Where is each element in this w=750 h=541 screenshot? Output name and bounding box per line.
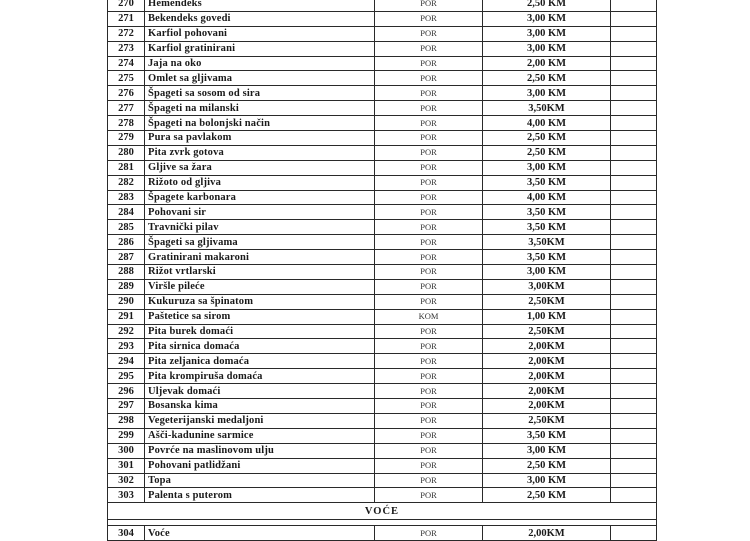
item-number-cell: 275 (108, 71, 145, 86)
item-name-cell: Pita sirnica domaća (145, 339, 375, 354)
item-name-cell: Gratinirani makaroni (145, 250, 375, 265)
unit-cell: POR (375, 413, 483, 428)
table-row (108, 56, 657, 71)
table-row (108, 369, 657, 384)
price-cell: 3,00 KM (483, 265, 611, 280)
empty-cell (611, 71, 657, 86)
item-name-cell: Rižot vrtlarski (145, 265, 375, 280)
table-row (108, 26, 657, 41)
price-list-sheet (107, 0, 656, 541)
item-name-cell: Pita krompiruša domaća (145, 369, 375, 384)
table-row (108, 250, 657, 265)
table-row (108, 339, 657, 354)
item-name-cell: Karfiol gratinirani (145, 41, 375, 56)
item-name-cell: Uljevak domaći (145, 384, 375, 399)
table-row (108, 220, 657, 235)
empty-cell (611, 190, 657, 205)
table-row (108, 265, 657, 280)
price-table (107, 0, 657, 541)
item-number-cell: 297 (108, 399, 145, 414)
item-name-cell: Gljive sa žara (145, 160, 375, 175)
price-cell: 3,50 KM (483, 175, 611, 190)
item-number-cell: 299 (108, 428, 145, 443)
item-name-cell: Špageti na milanski (145, 101, 375, 116)
table-row (108, 205, 657, 220)
item-number-cell: 284 (108, 205, 145, 220)
price-cell: 3,50 KM (483, 205, 611, 220)
item-number-cell: 279 (108, 131, 145, 146)
price-cell: 2,00KM (483, 339, 611, 354)
item-name-cell: Špageti sa sosom od sira (145, 86, 375, 101)
empty-cell (611, 235, 657, 250)
item-number-cell: 287 (108, 250, 145, 265)
empty-cell (611, 101, 657, 116)
item-number-cell: 285 (108, 220, 145, 235)
item-name-cell: Bosanska kima (145, 399, 375, 414)
item-number-cell: 293 (108, 339, 145, 354)
item-number-cell: 272 (108, 26, 145, 41)
item-number-cell: 276 (108, 86, 145, 101)
price-cell: 3,00 KM (483, 160, 611, 175)
price-cell: 2,00KM (483, 384, 611, 399)
item-number-cell: 277 (108, 101, 145, 116)
price-cell: 3,50 KM (483, 250, 611, 265)
unit-cell: POR (375, 324, 483, 339)
empty-cell (611, 145, 657, 160)
price-cell: 3,50 KM (483, 428, 611, 443)
unit-cell: POR (375, 526, 483, 541)
price-cell: 2,00KM (483, 369, 611, 384)
item-name-cell: Vegeterijanski medaljoni (145, 413, 375, 428)
empty-cell (611, 309, 657, 324)
unit-cell: POR (375, 175, 483, 190)
unit-cell: POR (375, 131, 483, 146)
unit-cell: POR (375, 458, 483, 473)
unit-cell: POR (375, 384, 483, 399)
item-name-cell: Špageti na bolonjski način (145, 116, 375, 131)
table-row (108, 101, 657, 116)
table-row (108, 354, 657, 369)
price-cell: 2,50KM (483, 413, 611, 428)
item-number-cell: 298 (108, 413, 145, 428)
unit-cell: POR (375, 399, 483, 414)
empty-cell (611, 56, 657, 71)
empty-cell (611, 11, 657, 26)
unit-cell: POR (375, 26, 483, 41)
empty-cell (611, 443, 657, 458)
price-cell: 2,00 KM (483, 56, 611, 71)
price-cell: 2,00KM (483, 399, 611, 414)
price-cell: 3,00 KM (483, 11, 611, 26)
unit-cell: POR (375, 190, 483, 205)
item-number-cell: 301 (108, 458, 145, 473)
unit-cell: POR (375, 250, 483, 265)
table-row (108, 294, 657, 309)
table-row (108, 190, 657, 205)
item-number-cell: 302 (108, 473, 145, 488)
item-number-cell: 286 (108, 235, 145, 250)
item-name-cell: Palenta s puterom (145, 488, 375, 503)
price-cell: 2,50 KM (483, 0, 611, 11)
unit-cell: POR (375, 443, 483, 458)
item-number-cell: 290 (108, 294, 145, 309)
item-number-cell: 300 (108, 443, 145, 458)
empty-cell (611, 384, 657, 399)
empty-cell (611, 354, 657, 369)
table-row (108, 526, 657, 541)
price-cell: 3,00 KM (483, 473, 611, 488)
unit-cell: POR (375, 339, 483, 354)
table-row (108, 11, 657, 26)
table-row (108, 175, 657, 190)
table-row (108, 145, 657, 160)
price-cell: 2,00KM (483, 526, 611, 541)
price-cell: 1,00 KM (483, 309, 611, 324)
unit-cell: POR (375, 71, 483, 86)
item-name-cell: Topa (145, 473, 375, 488)
unit-cell: POR (375, 145, 483, 160)
price-cell: 2,50 KM (483, 488, 611, 503)
section-title: VOĆE (108, 503, 657, 520)
item-number-cell: 281 (108, 160, 145, 175)
item-name-cell: Travnički pilav (145, 220, 375, 235)
price-cell: 2,50 KM (483, 458, 611, 473)
item-number-cell: 295 (108, 369, 145, 384)
table-row (108, 0, 657, 11)
table-row (108, 86, 657, 101)
unit-cell: POR (375, 41, 483, 56)
item-number-cell: 283 (108, 190, 145, 205)
item-number-cell: 289 (108, 279, 145, 294)
table-row (108, 399, 657, 414)
price-cell: 3,50KM (483, 101, 611, 116)
table-row (108, 279, 657, 294)
price-cell: 2,00KM (483, 354, 611, 369)
item-name-cell: Rižoto od gljiva (145, 175, 375, 190)
empty-cell (611, 175, 657, 190)
item-name-cell: Voće (145, 526, 375, 541)
item-name-cell: Špagete karbonara (145, 190, 375, 205)
price-cell: 3,00 KM (483, 26, 611, 41)
table-row (108, 443, 657, 458)
item-name-cell: Viršle pileće (145, 279, 375, 294)
empty-cell (611, 41, 657, 56)
unit-cell: POR (375, 354, 483, 369)
item-number-cell: 294 (108, 354, 145, 369)
section-row (108, 503, 657, 520)
price-cell: 3,00KM (483, 279, 611, 294)
price-cell: 3,00 KM (483, 41, 611, 56)
item-name-cell: Kukuruza sa špinatom (145, 294, 375, 309)
price-cell: 3,00 KM (483, 443, 611, 458)
item-number-cell: 271 (108, 11, 145, 26)
empty-cell (611, 265, 657, 280)
item-name-cell: Pita zvrk gotova (145, 145, 375, 160)
item-number-cell: 304 (108, 526, 145, 541)
item-name-cell: Pura sa pavlakom (145, 131, 375, 146)
table-row (108, 131, 657, 146)
unit-cell: POR (375, 11, 483, 26)
unit-cell: POR (375, 101, 483, 116)
empty-cell (611, 526, 657, 541)
table-row (108, 116, 657, 131)
table-row (108, 413, 657, 428)
item-name-cell: Karfiol pohovani (145, 26, 375, 41)
unit-cell: POR (375, 294, 483, 309)
item-name-cell: Ašči-kadunine sarmice (145, 428, 375, 443)
empty-cell (611, 294, 657, 309)
empty-cell (611, 220, 657, 235)
item-number-cell: 274 (108, 56, 145, 71)
table-row (108, 384, 657, 399)
empty-cell (611, 458, 657, 473)
table-row (108, 428, 657, 443)
price-cell: 2,50 KM (483, 131, 611, 146)
item-number-cell: 303 (108, 488, 145, 503)
price-cell: 3,50 KM (483, 220, 611, 235)
unit-cell: POR (375, 205, 483, 220)
unit-cell: POR (375, 220, 483, 235)
item-name-cell: Jaja na oko (145, 56, 375, 71)
item-number-cell: 291 (108, 309, 145, 324)
unit-cell: POR (375, 369, 483, 384)
item-name-cell: Hemendeks (145, 0, 375, 11)
table-row (108, 41, 657, 56)
item-name-cell: Omlet sa gljivama (145, 71, 375, 86)
table-row (108, 235, 657, 250)
empty-cell (611, 413, 657, 428)
unit-cell: KOM (375, 309, 483, 324)
empty-cell (611, 86, 657, 101)
unit-cell: POR (375, 265, 483, 280)
price-cell: 4,00 KM (483, 190, 611, 205)
empty-cell (611, 488, 657, 503)
item-name-cell: Pita zeljanica domaća (145, 354, 375, 369)
item-number-cell: 273 (108, 41, 145, 56)
table-row (108, 473, 657, 488)
price-cell: 4,00 KM (483, 116, 611, 131)
item-name-cell: Pohovani sir (145, 205, 375, 220)
empty-cell (611, 369, 657, 384)
unit-cell: POR (375, 488, 483, 503)
unit-cell: POR (375, 160, 483, 175)
item-number-cell: 270 (108, 0, 145, 11)
empty-cell (611, 116, 657, 131)
price-cell: 2,50KM (483, 324, 611, 339)
unit-cell: POR (375, 86, 483, 101)
item-number-cell: 278 (108, 116, 145, 131)
unit-cell: POR (375, 428, 483, 443)
unit-cell: POR (375, 0, 483, 11)
item-number-cell: 282 (108, 175, 145, 190)
price-cell: 2,50KM (483, 294, 611, 309)
price-cell: 2,50 KM (483, 71, 611, 86)
price-cell: 3,50KM (483, 235, 611, 250)
item-number-cell: 288 (108, 265, 145, 280)
table-row (108, 71, 657, 86)
empty-cell (611, 250, 657, 265)
unit-cell: POR (375, 473, 483, 488)
price-cell: 3,00 KM (483, 86, 611, 101)
unit-cell: POR (375, 56, 483, 71)
empty-cell (611, 131, 657, 146)
empty-cell (611, 399, 657, 414)
item-name-cell: Bekendeks govedi (145, 11, 375, 26)
empty-cell (611, 473, 657, 488)
item-name-cell: Paštetice sa sirom (145, 309, 375, 324)
empty-cell (611, 279, 657, 294)
empty-cell (611, 160, 657, 175)
empty-cell (611, 428, 657, 443)
empty-cell (611, 26, 657, 41)
empty-cell (611, 205, 657, 220)
table-row (108, 160, 657, 175)
table-row (108, 324, 657, 339)
item-name-cell: Špageti sa gljivama (145, 235, 375, 250)
unit-cell: POR (375, 116, 483, 131)
price-cell: 2,50 KM (483, 145, 611, 160)
empty-cell (611, 324, 657, 339)
item-number-cell: 280 (108, 145, 145, 160)
item-number-cell: 296 (108, 384, 145, 399)
item-name-cell: Povrće na maslinovom ulju (145, 443, 375, 458)
empty-cell (611, 339, 657, 354)
item-number-cell: 292 (108, 324, 145, 339)
table-row (108, 458, 657, 473)
empty-cell (611, 0, 657, 11)
item-name-cell: Pohovani patlidžani (145, 458, 375, 473)
unit-cell: POR (375, 235, 483, 250)
table-row (108, 309, 657, 324)
item-name-cell: Pita burek domaći (145, 324, 375, 339)
table-row (108, 488, 657, 503)
unit-cell: POR (375, 279, 483, 294)
